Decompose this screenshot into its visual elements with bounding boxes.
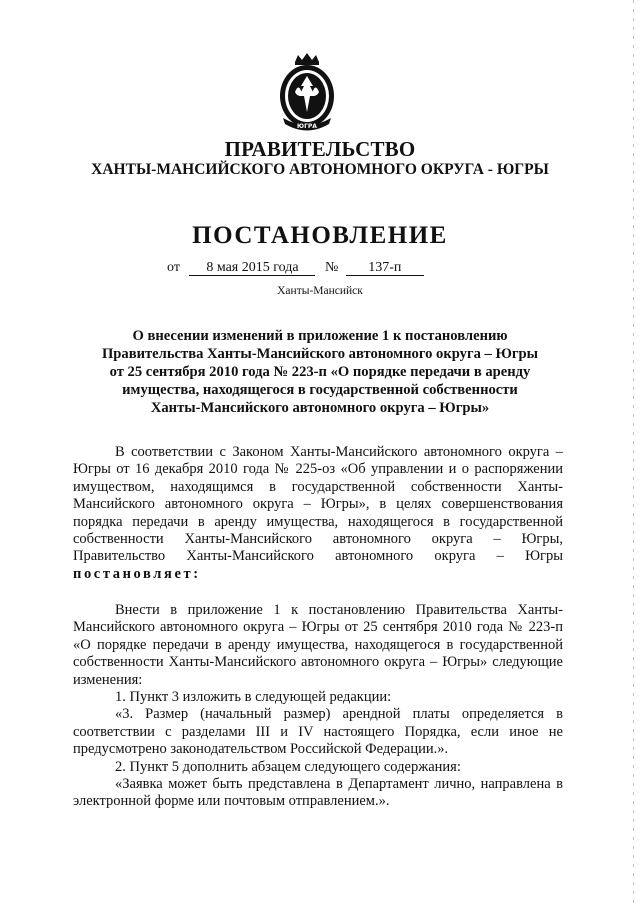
org-name-line2: ХАНТЫ-МАНСИЙСКОГО АВТОНОМНОГО ОКРУГА - ЮГРЫ xyxy=(91,161,549,178)
document-body xyxy=(73,602,563,811)
item-2-text: «Заявка может быть представлена в Департамент лично, направлена в электронной форме или почтовым отправлением.». xyxy=(73,776,563,810)
resolves-word: постановляет: xyxy=(73,565,201,582)
document-date: 8 мая 2015 года xyxy=(189,260,315,276)
preamble-text: В соответствии с Законом Ханты-Мансийского автономного округа – Югры от 16 декабря 2010 года № 225-оз «Об управлении и о распоряжении имуществом, находящимся в государственной собственности Ханты-Мансийского автономного округа – Югры», в целях совершенствования порядка передачи в аренду имущества, находящегося в государственной собственности Ханты-Мансийского автономного округа – Югры, Правительство Ханты-Мансийского автономного округа – Югры xyxy=(73,444,563,565)
date-prefix: от xyxy=(167,260,180,275)
item-1-text: «3. Размер (начальный размер) арендной платы определяется в соответствии с разделами III и IV настоящего Порядка, если иное не предусмотрено законодательством Российской Федерации.». xyxy=(73,706,563,758)
org-name-line1: ПРАВИТЕЛЬСТВО xyxy=(224,137,416,161)
heading-line: имущества, находящегося в государственной собственности xyxy=(122,382,518,398)
heading-line: Правительства Ханты-Мансийского автономного округа – Югры xyxy=(101,346,539,362)
document-type: ПОСТАНОВЛЕНИЕ xyxy=(192,222,448,249)
date-number-line xyxy=(167,260,424,276)
item-1: 1. Пункт 3 изложить в следующей редакции: xyxy=(115,689,392,706)
city-name: Ханты-Мансийск xyxy=(277,285,363,297)
item-2: 2. Пункт 5 дополнить абзацем следующего содержания: xyxy=(115,758,461,775)
heading-line: О внесении изменений в приложение 1 к постановлению xyxy=(132,328,508,344)
heading-line: Ханты-Мансийского автономного округа – Югры» xyxy=(150,400,490,416)
document-heading xyxy=(60,327,580,417)
coat-of-arms-icon xyxy=(271,52,343,132)
preamble-paragraph xyxy=(73,444,563,583)
svg-text:ЮГРА: ЮГРА xyxy=(297,123,317,130)
preamble xyxy=(73,444,563,583)
number-prefix: № xyxy=(324,260,339,275)
scan-edge xyxy=(633,0,634,905)
heading-line: от 25 сентября 2010 года № 223-п «О порядке передачи в аренду xyxy=(109,364,531,380)
body-intro: Внести в приложение 1 к постановлению Правительства Ханты-Мансийского автономного округа – Югры от 25 сентября 2010 года № 223-п «О порядке передачи в аренду имущества, находящегося в государственной собственности Ханты-Мансийского автономного округа – Югры» следующие изменения: xyxy=(73,602,563,688)
document-number: 137-п xyxy=(346,260,424,276)
